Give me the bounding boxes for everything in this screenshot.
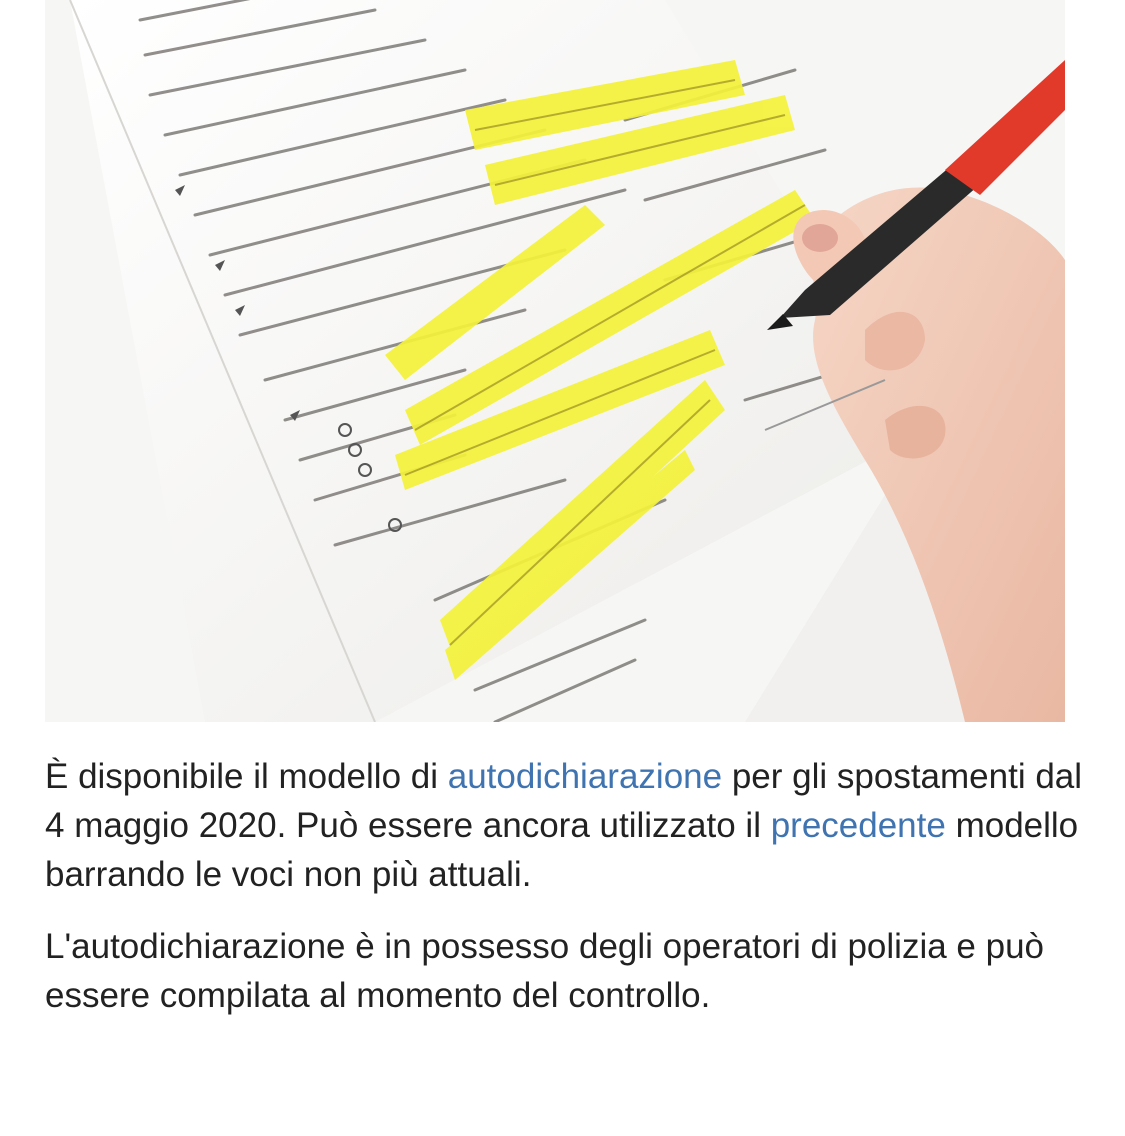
paragraph-text: modello barrando le voci non più attuali. [45, 806, 1079, 894]
form-illustration [45, 0, 1065, 722]
paragraph-availability [45, 752, 1085, 899]
hero-image [45, 0, 1065, 722]
paragraph-text: L'autodichiarazione è in possesso degli operatori di polizia e può essere compilata al momento del controllo. [45, 927, 1045, 1015]
paragraph-text: È disponibile il modello di [45, 757, 448, 796]
paragraph-police [45, 922, 1085, 1020]
precedente-link[interactable]: precedente [770, 806, 946, 845]
paragraph-text: per gli spostamenti dal 4 maggio 2020. Può essere ancora utilizzato il [45, 757, 1083, 845]
autodichiarazione-link[interactable]: autodichiarazione [447, 757, 723, 796]
article-body [45, 752, 1085, 1043]
